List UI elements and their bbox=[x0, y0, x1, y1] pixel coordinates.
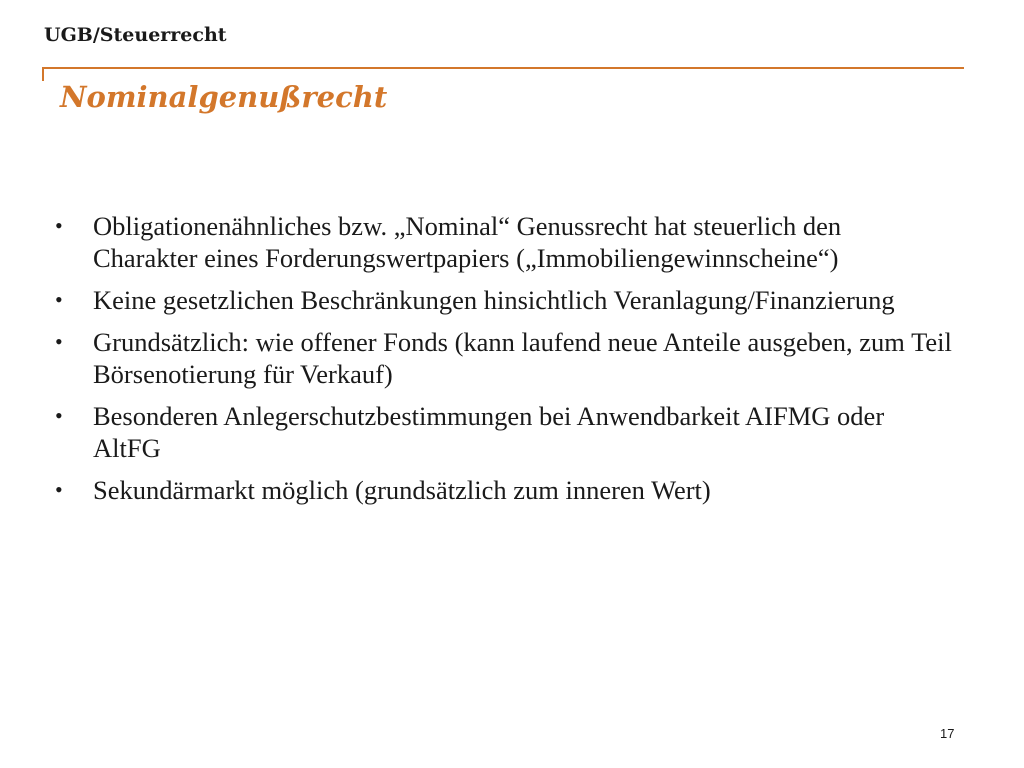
title-rule-horizontal bbox=[42, 67, 964, 69]
bullet-dot-icon: • bbox=[55, 329, 63, 354]
bullet-item bbox=[52, 400, 952, 464]
page-number: 17 bbox=[940, 726, 955, 741]
bullet-dot-icon: • bbox=[55, 403, 63, 428]
bullet-text: Sekundärmarkt möglich (grundsätzlich zum inneren Wert) bbox=[93, 475, 711, 505]
bullet-dot-icon: • bbox=[55, 213, 63, 238]
bullet-dot-icon: • bbox=[55, 477, 63, 502]
bullet-item bbox=[52, 474, 952, 506]
slide-title: Nominalgenußrecht bbox=[60, 80, 388, 114]
title-rule-vertical bbox=[42, 67, 44, 81]
section-header: UGB/Steuerrecht bbox=[44, 24, 227, 46]
bullet-item bbox=[52, 210, 952, 274]
bullet-text: Keine gesetzlichen Beschränkungen hinsichtlich Veranlagung/Finanzierung bbox=[93, 285, 895, 315]
bullet-text: Obligationenähnliches bzw. „Nominal“ Genussrecht hat steuerlich den Charakter eines Forderungswertpapiers („Immobiliengewinnscheine“) bbox=[93, 211, 842, 273]
bullet-text: Besonderen Anlegerschutzbestimmungen bei Anwendbarkeit AIFMG oder AltFG bbox=[93, 401, 885, 463]
bullet-list bbox=[52, 210, 952, 516]
bullet-text: Grundsätzlich: wie offener Fonds (kann laufend neue Anteile ausgeben, zum Teil Börsenotierung für Verkauf) bbox=[93, 327, 952, 389]
bullet-item bbox=[52, 284, 952, 316]
bullet-dot-icon: • bbox=[55, 287, 63, 312]
bullet-item bbox=[52, 326, 952, 390]
